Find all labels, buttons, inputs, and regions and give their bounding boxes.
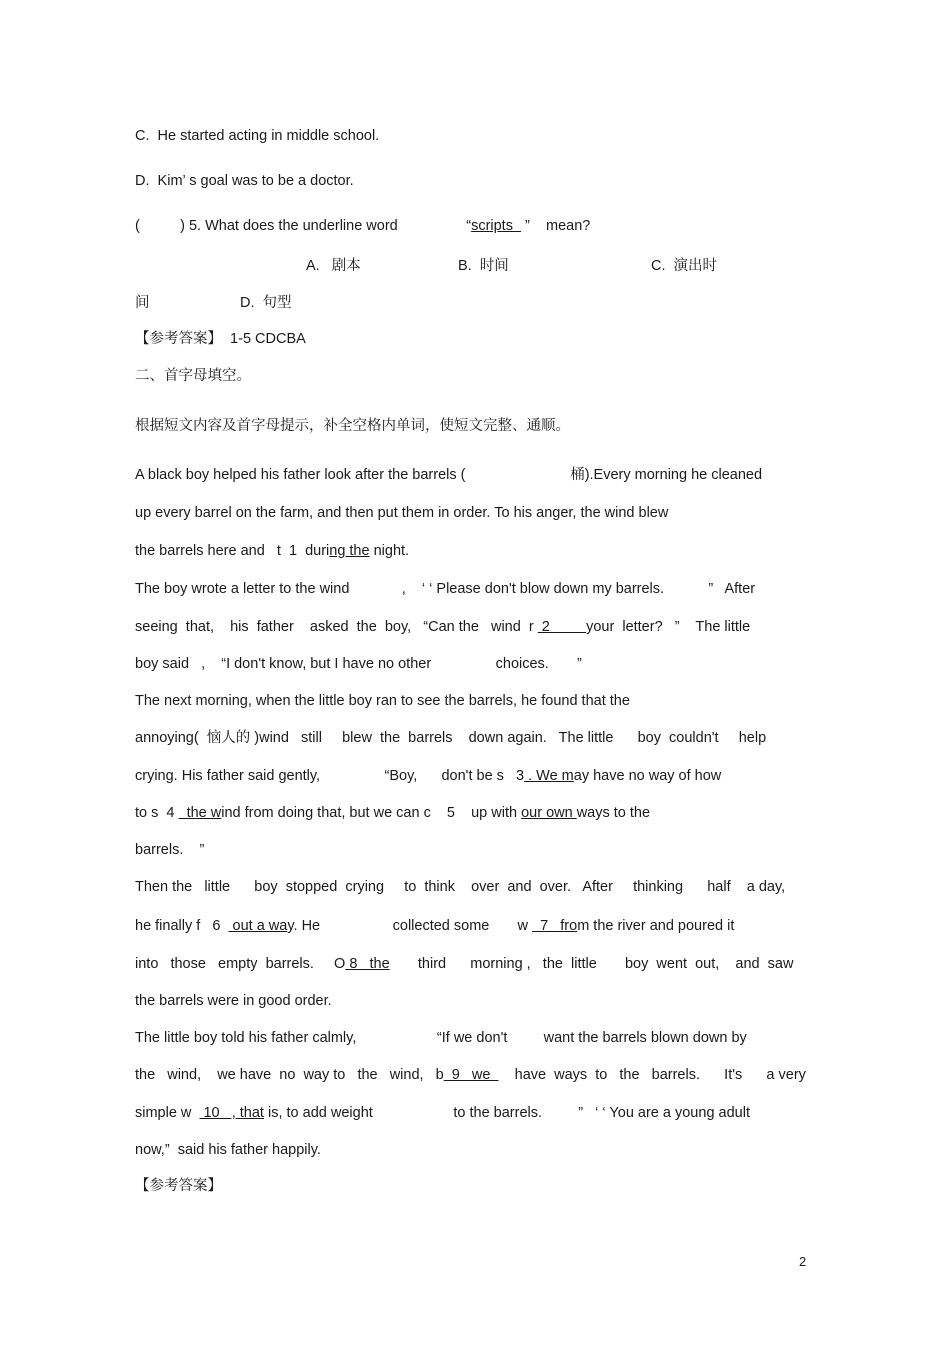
q5-suffix: ” mean? <box>521 218 591 234</box>
passage-text: annoying( 恼人的 )wind still blew the barrels down again. The little boy couldn't help <box>135 730 767 746</box>
passage-text: seeing that, his father asked the boy, “Can the wind r <box>135 619 538 635</box>
passage-line <box>135 955 793 973</box>
passage-line <box>135 804 650 822</box>
answer-key-1: 【参考答案】 1-5 CDCBA <box>135 331 306 347</box>
blank-answer: ng the <box>329 543 370 559</box>
passage-line <box>135 504 668 522</box>
q5-option-d: D. 句型 <box>240 295 292 311</box>
passage-line <box>135 542 409 560</box>
blank-answer: the w <box>178 805 222 821</box>
passage-text: to s 4 <box>135 805 179 821</box>
passage-line <box>135 692 630 710</box>
q5-question <box>135 217 590 235</box>
passage-text: night. <box>369 543 410 559</box>
passage-text: is, to add weight to the barrels. ” ‘ ‘ You are a young adult <box>263 1105 750 1121</box>
passage-line <box>135 1104 750 1122</box>
q5-prefix: ( ) 5. What does the underline word “ <box>135 218 472 234</box>
passage-text: m the river and poured it <box>577 918 735 934</box>
passage-line <box>135 1029 747 1047</box>
passage-line <box>135 1066 806 1084</box>
passage-line <box>135 767 721 785</box>
passage-text: your letter? ” The little <box>586 619 751 635</box>
blank-answer: out a wa <box>228 918 288 934</box>
passage-text: up every barrel on the farm, and then put them in order. To his anger, the wind blew <box>135 505 669 521</box>
passage-line <box>135 466 762 484</box>
passage-text: The next morning, when the little boy ran to see the barrels, he found that the <box>135 693 630 709</box>
blank-answer: 7 fro <box>532 918 578 934</box>
passage-line <box>135 580 755 598</box>
blank-answer: 10 , that <box>199 1105 264 1121</box>
q5-underlined-word: scripts <box>471 218 522 234</box>
section-2-instructions: 根据短文内容及首字母提示，补全空格内单词，使短文完整、通顺。 <box>135 418 570 434</box>
answer-key-2: 【参考答案】 <box>135 1178 222 1194</box>
blank-answer: 8 the <box>345 956 390 972</box>
passage-text: crying. His father said gently, “Boy, don't be s 3 <box>135 768 525 784</box>
passage-text: into those empty barrels. O <box>135 956 346 972</box>
passage-text: The boy wrote a letter to the wind , ‘ ‘ Please don't blow down my barrels. ” After <box>135 581 756 597</box>
passage-text: Then the little boy stopped crying to think over and over. After thinking half a day, <box>135 879 786 895</box>
passage-text: the barrels here and t 1 duri <box>135 543 330 559</box>
passage-line <box>135 992 332 1010</box>
q5-option-c: C. 演出时 <box>651 258 718 274</box>
q5-option-b: B. 时间 <box>458 258 509 274</box>
passage-text: he finally f 6 <box>135 918 229 934</box>
q4-option-c: C. He started acting in middle school. <box>135 128 380 144</box>
passage-line <box>135 1141 321 1159</box>
passage-line <box>135 841 204 859</box>
passage-text: simple w <box>135 1105 200 1121</box>
page-number: 2 <box>799 1254 807 1269</box>
passage-text: ay have no way of how <box>573 768 722 784</box>
passage-text: ways to the <box>576 805 651 821</box>
passage-line <box>135 917 734 935</box>
passage-line <box>135 729 766 747</box>
blank-answer: 2 <box>537 619 587 635</box>
passage-text: the wind, we have no way to the wind, b <box>135 1067 444 1083</box>
passage-text: boy said , “I don't know, but I have no other choices. ” <box>135 656 582 672</box>
passage-text: third morning , the little boy went out, and saw <box>389 956 794 972</box>
blank-answer: . We m <box>524 768 574 784</box>
blank-answer: our own <box>521 805 577 821</box>
passage-text: now,” said his father happily. <box>135 1142 321 1158</box>
q5-option-a: A. 剧本 <box>306 258 361 274</box>
passage-text: y. He collected some w <box>287 918 533 934</box>
section-2-title: 二、首字母填空。 <box>135 368 251 384</box>
passage-line <box>135 655 582 673</box>
passage-text: A black boy helped his father look after the barrels ( 桶).Every morning he cleaned <box>135 467 763 483</box>
passage-text: The little boy told his father calmly, “If we don't want the barrels blown down by <box>135 1030 747 1046</box>
passage-text: have ways to the barrels. It's a very <box>498 1067 806 1083</box>
passage-text: barrels. ” <box>135 842 205 858</box>
passage-line <box>135 618 750 636</box>
blank-answer: 9 we <box>443 1067 499 1083</box>
passage-text: the barrels were in good order. <box>135 993 332 1009</box>
passage-line <box>135 878 785 896</box>
q4-option-d: D. Kim’ s goal was to be a doctor. <box>135 173 354 189</box>
passage-text: ind from doing that, but we can c 5 up with <box>221 805 522 821</box>
q5-option-c-continued: 间 <box>135 295 150 311</box>
